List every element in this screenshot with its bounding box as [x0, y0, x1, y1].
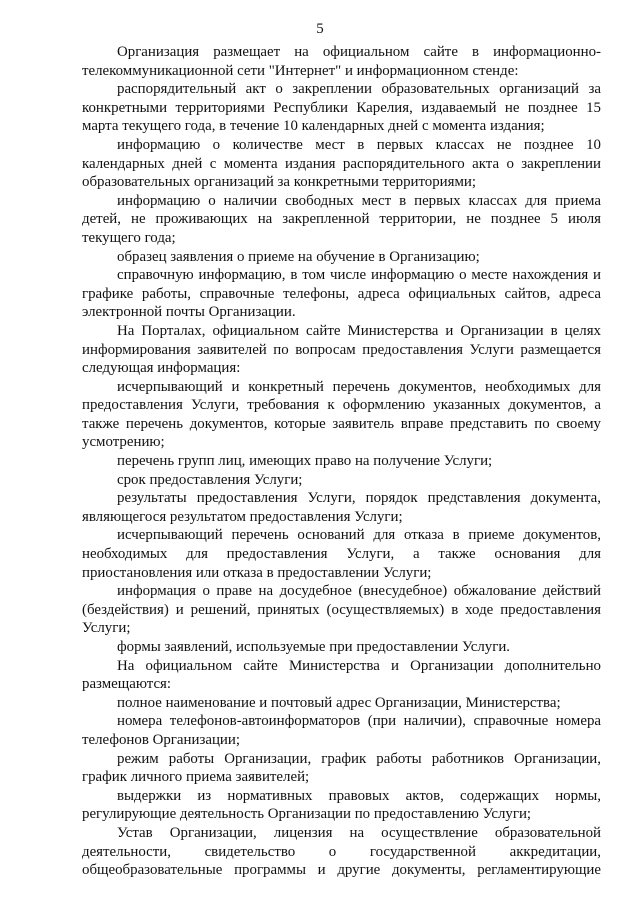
paragraph-list-item: номера телефонов-автоинформаторов (при наличии), справочные номера телефонов Организации;: [82, 713, 601, 748]
paragraph-list-item: информацию о наличии свободных мест в первых классах для приема детей, не проживающих на закрепленной территории, не позднее 5 июля текущего года;: [82, 192, 601, 246]
paragraph-list-item: распорядительный акт о закреплении образовательных организаций за конкретными территориями Республики Карелия, издаваемый не позднее 15 марта текущего года, в течение 10 календарных дней с момента издания;: [82, 81, 601, 135]
paragraph-list-item: образец заявления о приеме на обучение в Организацию;: [117, 248, 480, 265]
paragraph-list-item-continued: Устав Организации, лицензия на осуществление образовательной деятельности, свидетельство о государственной аккредитации, общеобразовательные программы и другие документы, регламентирующие: [82, 824, 601, 879]
paragraph-website-intro: На официальном сайте Министерства и Организации дополнительно размещаются:: [82, 657, 601, 693]
paragraph-list-item: режим работы Организации, график работы работников Организации, график личного приема заявителей;: [82, 750, 601, 786]
document-body: [82, 43, 601, 880]
paragraph-list-item: справочную информацию, в том числе информацию о месте нахождения и графике работы, справочные телефоны, адреса официальных сайтов, адреса электронной почты Организации.: [82, 267, 601, 321]
paragraph-list-item: полное наименование и почтовый адрес Организации, Министерства;: [117, 694, 561, 711]
paragraph-list-item: выдержки из нормативных правовых актов, содержащих нормы, регулирующие деятельность Организации по предоставлению Услуги;: [82, 787, 601, 823]
paragraph-list-item: формы заявлений, используемые при предоставлении Услуги.: [117, 639, 511, 655]
paragraph-list-item: перечень групп лиц, имеющих право на получение Услуги;: [117, 453, 493, 470]
paragraph-list-item: срок предоставления Услуги;: [117, 471, 303, 488]
paragraph-list-item: исчерпывающий перечень оснований для отказа в приеме документов, необходимых для предоставления Услуги, а также основания для приостановления или отказа в предоставлении Услуги;: [82, 527, 601, 581]
paragraph-intro: Организация размещает на официальном сайте в информационно-телекоммуникационной сети "Интернет" и информационном стенде:: [82, 44, 601, 79]
paragraph-portals-intro: На Порталах, официальном сайте Министерства и Организации в целях информирования заявителей по вопросам предоставления Услуги размещается следующая информация:: [82, 322, 601, 377]
paragraph-list-item: исчерпывающий и конкретный перечень документов, необходимых для предоставления Услуги, требования к оформлению указанных документов, а также перечень документов, которые заявитель вправе представить по своему усмотрению;: [82, 378, 601, 451]
paragraph-list-item: результаты предоставления Услуги, порядок представления документа, являющегося результатом предоставления Услуги;: [82, 490, 601, 525]
paragraph-list-item: информацию о количестве мест в первых классах не позднее 10 календарных дней с момента издания распорядительного акта о закреплении образовательных организаций за конкретными территориями;: [82, 136, 601, 191]
paragraph-list-item: информация о праве на досудебное (внесудебное) обжалование действий (бездействия) и решений, принятых (осуществляемых) в ходе предоставления Услуги;: [82, 583, 601, 637]
page-number: 5: [316, 21, 324, 37]
